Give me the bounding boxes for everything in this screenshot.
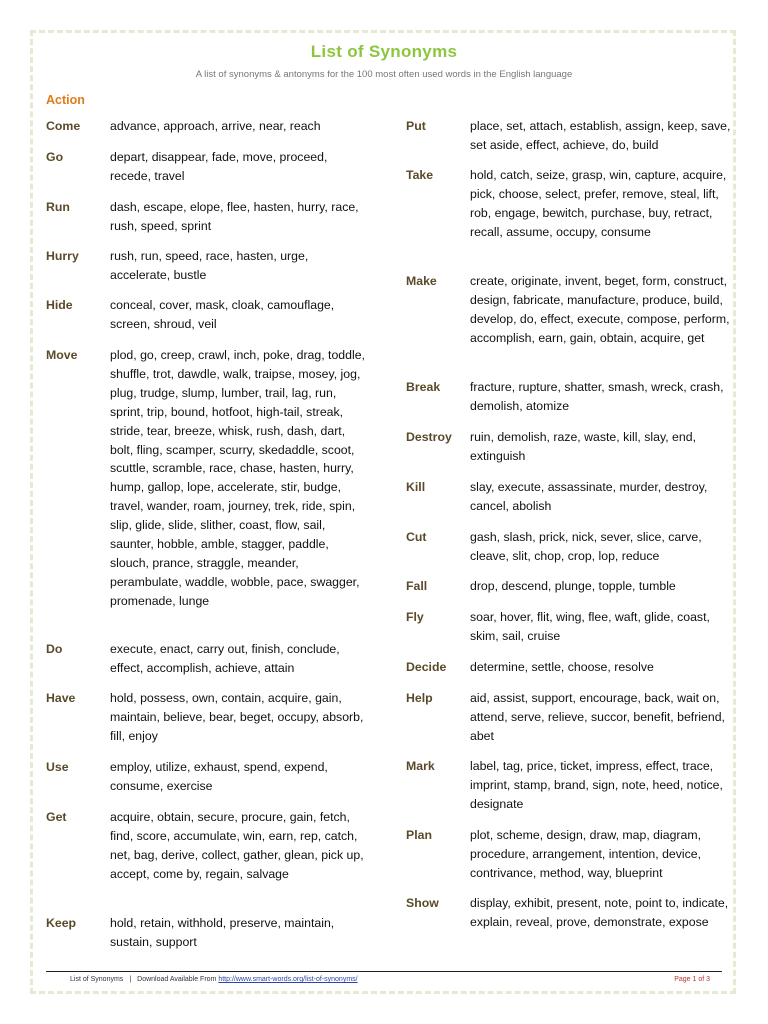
entry-word: Take xyxy=(406,168,434,182)
entry-word: Have xyxy=(46,691,76,705)
entry-word: Break xyxy=(406,380,441,394)
entry-word: Keep xyxy=(46,916,77,930)
entry-word: Plan xyxy=(406,828,432,842)
entry-synonyms: dash, escape, elope, flee, hasten, hurry, race, rush, speed, sprint xyxy=(110,200,359,233)
section-heading: Action xyxy=(46,93,85,107)
entry-word: Hide xyxy=(46,298,73,312)
footer-download-text: Download Available From xyxy=(137,976,217,983)
entry-synonyms: label, tag, price, ticket, impress, effect, trace, imprint, stamp, brand, sign, note, heed, notice, designate xyxy=(470,759,723,811)
entry-word: Mark xyxy=(406,759,435,773)
entry-synonyms: determine, settle, choose, resolve xyxy=(470,660,654,674)
entry-synonyms: place, set, attach, establish, assign, keep, save, set aside, effect, achieve, do, build xyxy=(470,119,731,152)
entry-synonyms: hold, retain, withhold, preserve, maintain, sustain, support xyxy=(110,916,335,949)
footer-page-number: Page 1 of 3 xyxy=(674,976,710,983)
entry-word: Fly xyxy=(406,610,424,624)
entry-synonyms: acquire, obtain, secure, procure, gain, fetch, find, score, accumulate, win, earn, rep, catch, net, bag, derive, collect, gather, glean, pick up, accept, come by, regain, salvage xyxy=(110,810,364,881)
entry-synonyms: drop, descend, plunge, topple, tumble xyxy=(470,579,676,593)
entry-synonyms: depart, disappear, fade, move, proceed, recede, travel xyxy=(110,150,328,183)
entry-word: Put xyxy=(406,119,426,133)
entry-synonyms: conceal, cover, mask, cloak, camouflage, screen, shroud, veil xyxy=(110,298,335,331)
entry-word: Come xyxy=(46,119,81,133)
entry-synonyms: soar, hover, flit, wing, flee, waft, glide, coast, skim, sail, cruise xyxy=(470,610,710,643)
entry-synonyms: gash, slash, prick, nick, sever, slice, carve, cleave, slit, chop, crop, lop, reduce xyxy=(470,530,702,563)
footer-doc-name: List of Synonyms xyxy=(70,976,124,983)
entry-word: Make xyxy=(406,274,437,288)
entry-word: Do xyxy=(46,642,63,656)
entry-word: Destroy xyxy=(406,430,452,444)
entry-word: Go xyxy=(46,150,64,164)
entry-synonyms: plod, go, creep, crawl, inch, poke, drag, toddle, shuffle, trot, dawdle, walk, traipse, mosey, jog, plug, trudge, slump, lumber, trail, lag, run, sprint, trip, bound, hotfoot, high-tail, streak, stride, tear, breeze, whisk, rush, dash, dart, bolt, fling, scamper, scurry, skedaddle, scoot, scuttle, scramble, race, chase, hasten, hurry, hump, gallop, lope, accelerate, stir, budge, travel, wander, roam, journey, trek, ride, spin, slip, glide, slide, slither, coast, flow, sail, saunter, hobble, amble, stagger, paddle, slouch, prance, straggle, meander, perambulate, waddle, wobble, pace, swagger, promenade, lunge xyxy=(110,348,365,608)
entry-word: Help xyxy=(406,691,433,705)
entry-synonyms: display, exhibit, present, note, point to, indicate, explain, reveal, prove, demonstrate, expose xyxy=(470,896,729,929)
footer-divider xyxy=(46,971,722,972)
footer-link[interactable]: http://www.smart-words.org/list-of-synonyms/ xyxy=(218,976,358,983)
entry-synonyms: plot, scheme, design, draw, map, diagram, procedure, arrangement, intention, device, contrivance, method, way, blueprint xyxy=(470,828,702,880)
footer-separator: | xyxy=(129,976,132,983)
entry-synonyms: rush, run, speed, race, hasten, urge, accelerate, bustle xyxy=(110,249,309,282)
entry-synonyms: execute, enact, carry out, finish, conclude, effect, accomplish, achieve, attain xyxy=(110,642,340,675)
entry-synonyms: fracture, rupture, shatter, smash, wreck, crash, demolish, atomize xyxy=(470,380,724,413)
entry-synonyms: slay, execute, assassinate, murder, destroy, cancel, abolish xyxy=(470,480,708,513)
page-subtitle: A list of synonyms & antonyms for the 100 most often used words in the English language xyxy=(195,69,573,80)
entry-word: Kill xyxy=(406,480,426,494)
entry-synonyms: aid, assist, support, encourage, back, wait on, attend, serve, relieve, succor, benefit, befriend, abet xyxy=(470,691,725,743)
entry-word: Hurry xyxy=(46,249,79,263)
entry-word: Decide xyxy=(406,660,447,674)
entry-synonyms: ruin, demolish, raze, waste, kill, slay, end, extinguish xyxy=(470,430,696,463)
entry-word: Run xyxy=(46,200,70,214)
entry-word: Show xyxy=(406,896,439,910)
entry-word: Use xyxy=(46,760,69,774)
entry-word: Move xyxy=(46,348,78,362)
page-title: List of Synonyms xyxy=(310,42,458,61)
entry-synonyms: create, originate, invent, beget, form, construct, design, fabricate, manufacture, produce, build, develop, do, effect, execute, compose, perform, accomplish, earn, gain, obtain, acquire, get xyxy=(470,274,730,345)
entry-word: Cut xyxy=(406,530,427,544)
entry-word: Fall xyxy=(406,579,428,593)
entry-synonyms: employ, utilize, exhaust, spend, expend, consume, exercise xyxy=(110,760,328,793)
entry-synonyms: hold, catch, seize, grasp, win, capture, acquire, pick, choose, select, prefer, remove, steal, lift, rob, engage, bewitch, purchase, buy, retract, recall, assume, occupy, consume xyxy=(470,168,727,239)
footer-left xyxy=(70,976,358,983)
entry-synonyms: advance, approach, arrive, near, reach xyxy=(110,119,321,133)
entry-synonyms: hold, possess, own, contain, acquire, gain, maintain, believe, bear, beget, occupy, absorb, fill, enjoy xyxy=(110,691,364,743)
entry-word: Get xyxy=(46,810,67,824)
